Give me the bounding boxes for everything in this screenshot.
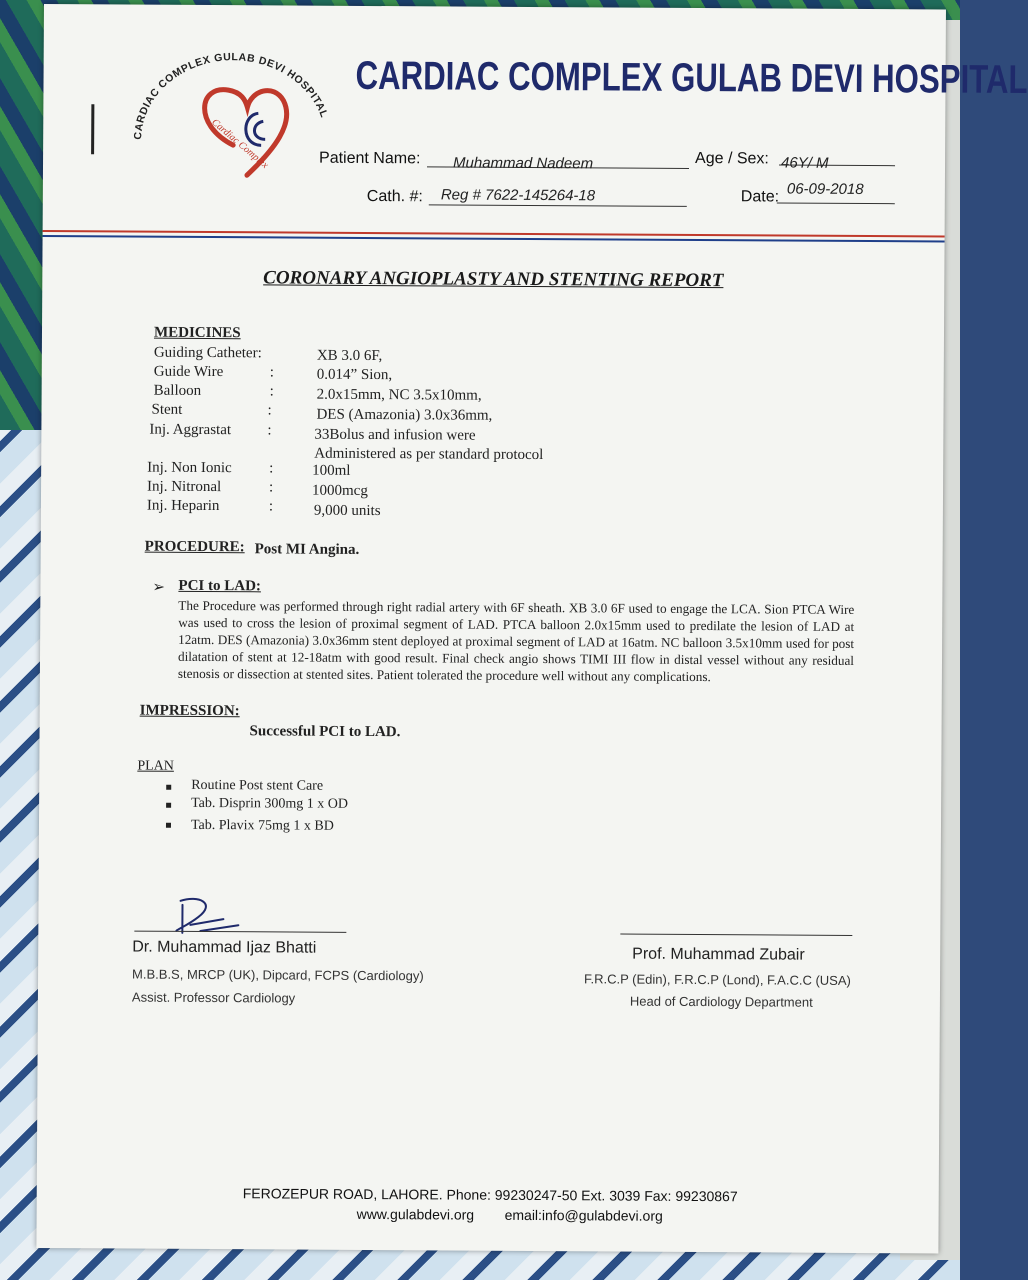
cath-value: Reg # 7622-145264-18 — [440, 186, 596, 205]
cath-underline — [429, 204, 687, 207]
procedure-description: The Procedure was performed through right radial artery with 6F sheath. XB 3.0 6F used to engage the LCA. Sion PTCA Wire was used to cross the lesion of proximal segment of LAD. PTCA balloon 2.0x15mm used to predilate the lesion of LAD at 12atm. DES (Amazonia) 3.0x36mm stent deployed at proximal segment of LAD at 16atm. NC balloon 3.5x10mm used for post dilatation of stent at 12-18atm with good result. Final check angio shows TIMI III flow in distal vessel without any residual stenosis or dissection at stented sites. Patient tolerated the procedure well without any complications. — [177, 597, 855, 685]
impression-value: Successful PCI to LAD. — [249, 723, 401, 741]
pci-heading: PCI to LAD: — [178, 577, 261, 595]
plan-item: Tab. Plavix 75mg 1 x BD — [190, 817, 334, 834]
footer-website[interactable]: www.gulabdevi.org — [356, 1205, 475, 1223]
svg-text:CARDIAC COMPLEX GULAB DEVI HOS — [132, 50, 331, 141]
med-value: 2.0x15mm, NC 3.5x10mm, — [316, 386, 482, 404]
patient-name-label: Patient Name: — [319, 149, 421, 168]
med-name: Guiding Catheter: — [153, 344, 262, 362]
doctor-title-left: Assist. Professor Cardiology — [131, 989, 296, 1006]
med-name: Guide Wire — [153, 363, 224, 381]
med-name: Balloon — [153, 382, 202, 399]
med-name: Stent — [151, 401, 183, 418]
plan-bullet-icon — [166, 823, 171, 828]
doctor-title-right: Head of Cardiology Department — [629, 993, 813, 1010]
date-value: 06-09-2018 — [786, 180, 864, 199]
med-name: Inj. Aggrastat — [149, 421, 232, 439]
date-label: Date: — [740, 188, 780, 206]
doctor-name-left: Dr. Muhammad Ijaz Bhatti — [132, 938, 317, 957]
med-sep: : — [269, 364, 274, 381]
med-value: Administered as per standard protocol — [314, 445, 544, 464]
plan-label: PLAN — [137, 758, 174, 774]
med-value: 9,000 units — [313, 502, 381, 520]
report-title: CORONARY ANGIOPLASTY AND STENTING REPORT — [263, 267, 724, 292]
med-sep: : — [269, 383, 274, 400]
doctor-quals-right: F.R.C.P (Edin), F.R.C.P (Lond), F.A.C.C (USA) — [584, 971, 851, 988]
footer-address: FEROZEPUR ROAD, LAHORE. Phone: 99230247-50 Ext. 3039 Fax: 99230867 — [242, 1185, 738, 1205]
logo-script-text: Cardiac Complex — [209, 116, 271, 171]
plan-bullet-icon — [166, 785, 171, 790]
med-value: 100ml — [312, 462, 351, 479]
doctor-quals-left: M.B.B.S, MRCP (UK), Dipcard, FCPS (Cardiology) — [132, 966, 424, 984]
plan-item: Routine Post stent Care — [191, 777, 324, 794]
age-sex-label: Age / Sex: — [695, 149, 769, 168]
date-underline — [777, 202, 895, 204]
med-sep: : — [267, 402, 272, 419]
signature-scribble — [168, 895, 258, 941]
doctor-name-right: Prof. Muhammad Zubair — [632, 945, 805, 964]
hospital-logo — [123, 44, 374, 206]
arrow-bullet-icon: ➢ — [152, 579, 166, 596]
report-page — [36, 4, 1028, 1253]
signature-line-right — [620, 934, 852, 936]
med-value: 33Bolus and infusion were — [314, 426, 476, 444]
impression-label: IMPRESSION: — [139, 702, 240, 720]
med-sep: : — [269, 479, 274, 496]
med-value: DES (Amazonia) 3.0x36mm, — [316, 406, 493, 424]
margin-mark — [91, 104, 94, 154]
plan-item: Tab. Disprin 300mg 1 x OD — [191, 795, 349, 812]
patient-name-value: Muhammad Nadeem — [452, 154, 594, 173]
cath-label: Cath. #: — [366, 187, 423, 206]
med-name: Inj. Nitronal — [147, 478, 222, 496]
med-sep: : — [269, 460, 274, 477]
med-value: XB 3.0 6F, — [316, 347, 383, 365]
med-value: 0.014” Sion, — [316, 366, 393, 384]
med-sep: : — [268, 498, 274, 515]
hospital-name: CARDIAC COMPLEX GULAB DEVI HOSPITAL — [355, 53, 1028, 103]
procedure-label: PROCEDURE: — [144, 538, 245, 556]
med-name: Inj. Heparin — [146, 497, 220, 515]
age-sex-value: 46Y/ M — [780, 154, 829, 172]
procedure-value: Post MI Angina. — [254, 541, 360, 558]
med-value: 1000mcg — [311, 482, 368, 499]
medicines-heading: MEDICINES — [153, 324, 241, 342]
logo-ring-text: CARDIAC COMPLEX GULAB DEVI HOSPITAL — [132, 51, 331, 140]
med-name: Inj. Non Ionic — [147, 459, 232, 477]
med-sep: : — [267, 422, 272, 439]
footer-email[interactable]: email:info@gulabdevi.org — [504, 1206, 663, 1224]
plan-bullet-icon — [166, 803, 171, 808]
